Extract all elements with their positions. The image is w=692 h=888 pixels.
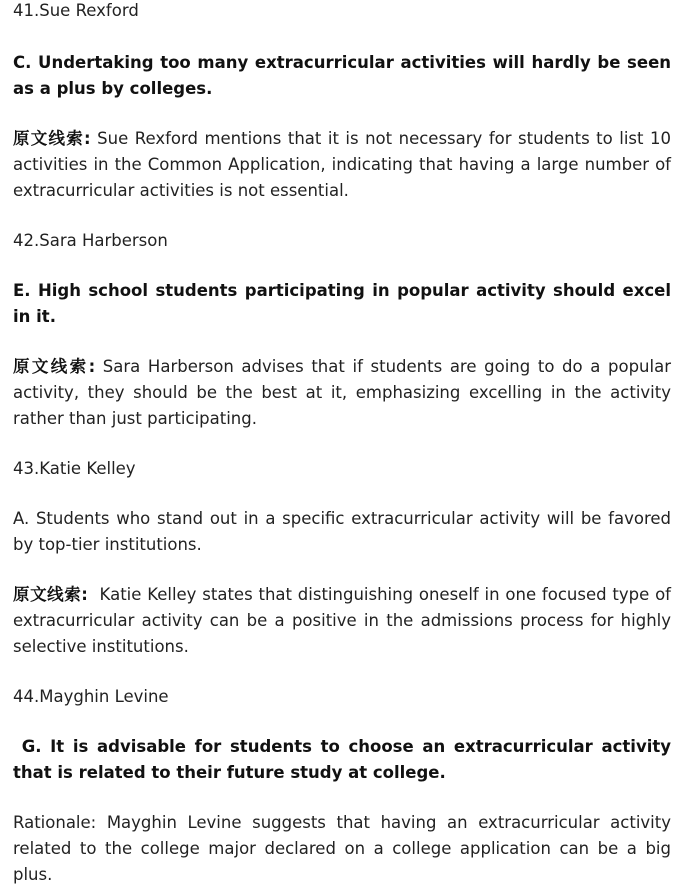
rationale-paragraph: Rationale: Mayghin Levine suggests that having an extracurricular activity related to the college major declared on a college application can be a big plus. xyxy=(13,813,671,884)
clue-paragraph xyxy=(13,582,677,660)
answer-statement: A. Students who stand out in a specific extracurricular activity will be favored by top-tier institutions. xyxy=(13,509,671,554)
clue-label: 原文线索: xyxy=(13,357,96,376)
clue-text: Katie Kelley states that distinguishing oneself in one focused type of extracurricular activity can be a positive in the admissions process for highly selective institutions. xyxy=(13,585,677,656)
clue-text: Sue Rexford mentions that it is not necessary for students to list 10 activities in the Common Application, indicating that having a large number of extracurricular activities is not essential. xyxy=(13,129,671,200)
speaker-heading: 43.Katie Kelley xyxy=(13,459,136,478)
clue-paragraph xyxy=(13,126,671,204)
answer-statement: G. It is advisable for students to choose an extracurricular activity that is related to their future study at college. xyxy=(13,737,677,782)
answer-statement: E. High school students participating in popular activity should excel in it. xyxy=(13,281,671,326)
speaker-heading: 42.Sara Harberson xyxy=(13,231,168,250)
answer-statement: C. Undertaking too many extracurricular activities will hardly be seen as a plus by colleges. xyxy=(13,53,671,98)
clue-paragraph xyxy=(13,354,671,432)
clue-label: 原文线索: xyxy=(13,129,91,148)
clue-label: 原文线索: xyxy=(13,585,88,604)
speaker-heading: 41.Sue Rexford xyxy=(13,1,139,20)
speaker-heading: 44.Mayghin Levine xyxy=(13,687,169,706)
clue-text: Sara Harberson advises that if students are going to do a popular activity, they should be the best at it, emphasizing excelling in the activity rather than just participating. xyxy=(13,357,671,428)
